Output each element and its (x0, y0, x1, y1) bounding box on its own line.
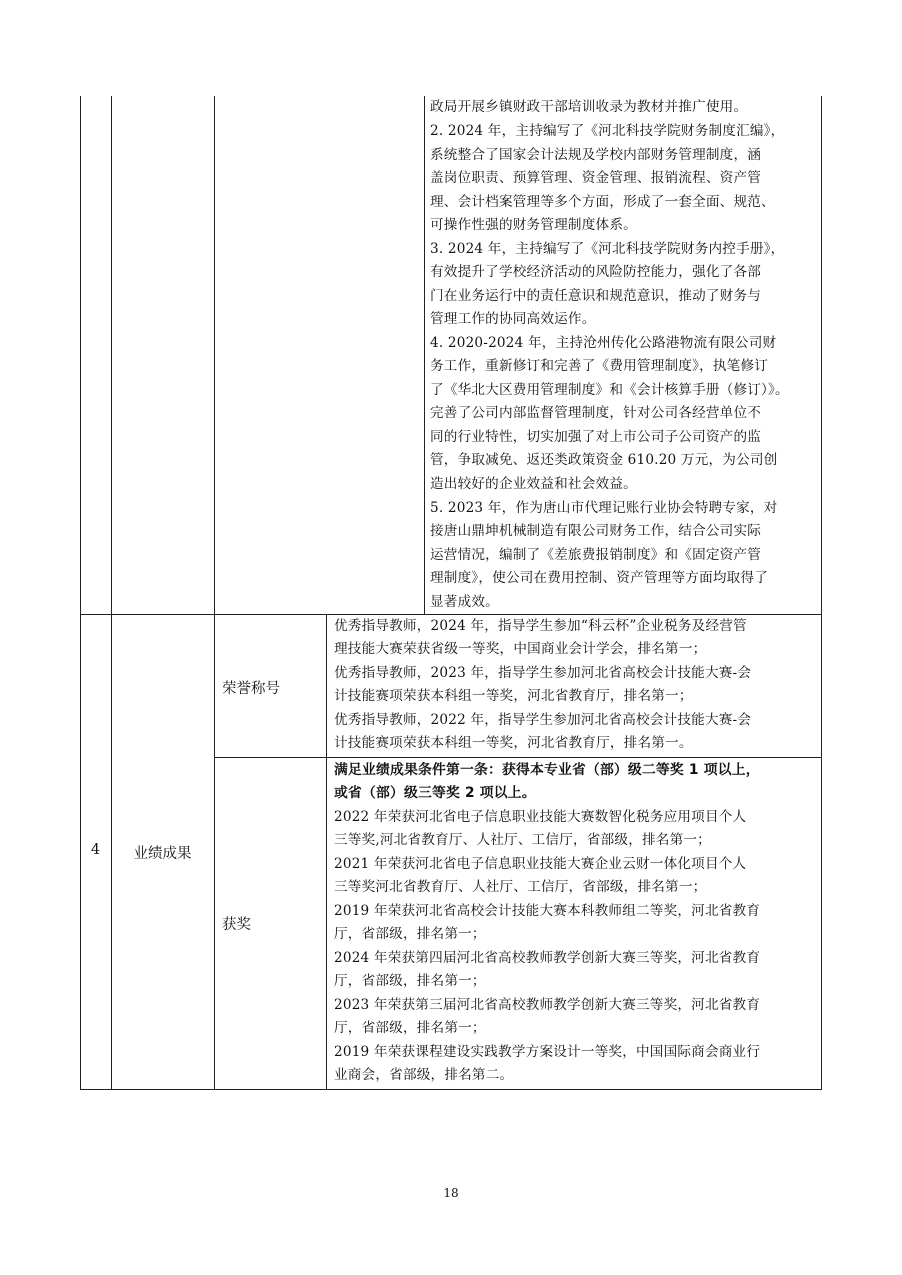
border-col2 (214, 96, 215, 1090)
text-line: 有效提升了学校经济活动的风险防控能力，强化了各部 (430, 264, 762, 280)
text-line: 厅，省部级，排名第一； (334, 926, 486, 942)
text-line: 计技能赛项荣获本科组一等奖，河北省教育厅，排名第一。 (334, 735, 693, 751)
border-honor-bottom (214, 757, 822, 758)
text-line: 2022 年荣获河北省电子信息职业技能大赛数智化税务应用项目个人 (334, 809, 747, 825)
text-line: 三等奖河北省教育厅、人社厅、工信厅，省部级，排名第一； (334, 879, 707, 895)
text-line: 优秀指导教师，2024 年，指导学生参加“科云杯”企业税务及经营管 (334, 618, 747, 634)
text-line: 优秀指导教师，2023 年，指导学生参加河北省高校会计技能大赛-会 (334, 665, 752, 681)
text-line: 计技能赛项荣获本科组一等奖，河北省教育厅，排名第一； (334, 688, 693, 704)
text-line: 务工作，重新修订和完善了《费用管理制度》，执笔修订 (430, 358, 769, 374)
text-line: 2019 年荣获河北省高校会计技能大赛本科教师组二等奖，河北省教育 (334, 903, 761, 919)
text-line: 显著成效。 (430, 594, 499, 610)
awards-label: 获奖 (222, 917, 251, 933)
criteria-line: 或省（部）级三等奖 2 项以上。 (334, 785, 536, 801)
text-line: 4. 2020-2024 年，主持沧州传化公路港物流有限公司财 (430, 335, 777, 351)
text-line: 管理工作的协同高效运作。 (430, 311, 596, 327)
text-line: 2019 年荣获课程建设实践教学方案设计一等奖，中国国际商会商业行 (334, 1044, 761, 1060)
honor-label: 荣誉称号 (222, 681, 280, 697)
text-line: 运营情况，编制了《差旅费报销制度》和《固定资产管 (430, 547, 762, 563)
border-col3-top (424, 96, 425, 614)
text-line: 系统整合了国家会计法规及学校内部财务管理制度，涵 (430, 147, 762, 163)
text-line: 政局开展乡镇财政干部培训收录为教材并推广使用。 (430, 99, 748, 115)
criteria-line: 满足业绩成果条件第一条：获得本专业省（部）级二等奖 1 项以上， (334, 762, 760, 778)
text-line: 优秀指导教师，2022 年，指导学生参加河北省高校会计技能大赛-会 (334, 712, 752, 728)
border-col3-bottom (326, 614, 327, 1090)
text-line: 2021 年荣获河北省电子信息职业技能大赛企业云财一体化项目个人 (334, 856, 747, 872)
border-table-bottom (80, 1089, 822, 1090)
text-line: 了《华北大区费用管理制度》和《会计核算手册（修订）》。 (430, 382, 789, 398)
page-number: 18 (443, 1186, 459, 1200)
border-col1 (111, 96, 112, 1090)
text-line: 理、会计档案管理等多个方面，形成了一套全面、规范、 (430, 194, 775, 210)
text-line: 厅，省部级，排名第一； (334, 1020, 486, 1036)
text-line: 理制度》，使公司在费用控制、资产管理等方面均取得了 (430, 570, 769, 586)
text-line: 3. 2024 年，主持编写了《河北科技学院财务内控手册》， (430, 241, 785, 257)
text-line: 管，争取减免、返还类政策资金 610.20 万元，为公司创 (430, 452, 778, 468)
text-line: 门在业务运行中的责任意识和规范意识，推动了财务与 (430, 288, 762, 304)
text-line: 造出较好的企业效益和社会效益。 (430, 476, 637, 492)
text-line: 完善了公司内部监督管理制度，针对公司各经营单位不 (430, 405, 762, 421)
border-right (821, 96, 822, 1090)
text-line: 5. 2023 年，作为唐山市代理记账行业协会特聘专家，对 (430, 500, 778, 516)
row-category: 业绩成果 (133, 846, 192, 862)
text-line: 接唐山鼎坤机械制造有限公司财务工作，结合公司实际 (430, 523, 762, 539)
text-line: 2024 年荣获第四届河北省高校教师教学创新大赛三等奖，河北省教育 (334, 950, 761, 966)
text-line: 2. 2024 年，主持编写了《河北科技学院财务制度汇编》， (430, 123, 785, 139)
text-line: 厅，省部级，排名第一； (334, 973, 486, 989)
text-line: 同的行业特性，切实加强了对上市公司子公司资产的监 (430, 429, 762, 445)
text-line: 理技能大赛荣获省级一等奖，中国商业会计学会，排名第一； (334, 641, 707, 657)
text-line: 2023 年荣获第三届河北省高校教师教学创新大赛三等奖，河北省教育 (334, 997, 761, 1013)
text-line: 三等奖,河北省教育厅、人社厅、工信厅，省部级，排名第一； (334, 832, 711, 848)
border-left (80, 96, 81, 1090)
text-line: 可操作性强的财务管理制度体系。 (430, 217, 637, 233)
row-number: 4 (90, 842, 101, 858)
text-line: 业商会，省部级，排名第二。 (334, 1067, 514, 1083)
text-line: 盖岗位职责、预算管理、资金管理、报销流程、资产管 (430, 170, 762, 186)
